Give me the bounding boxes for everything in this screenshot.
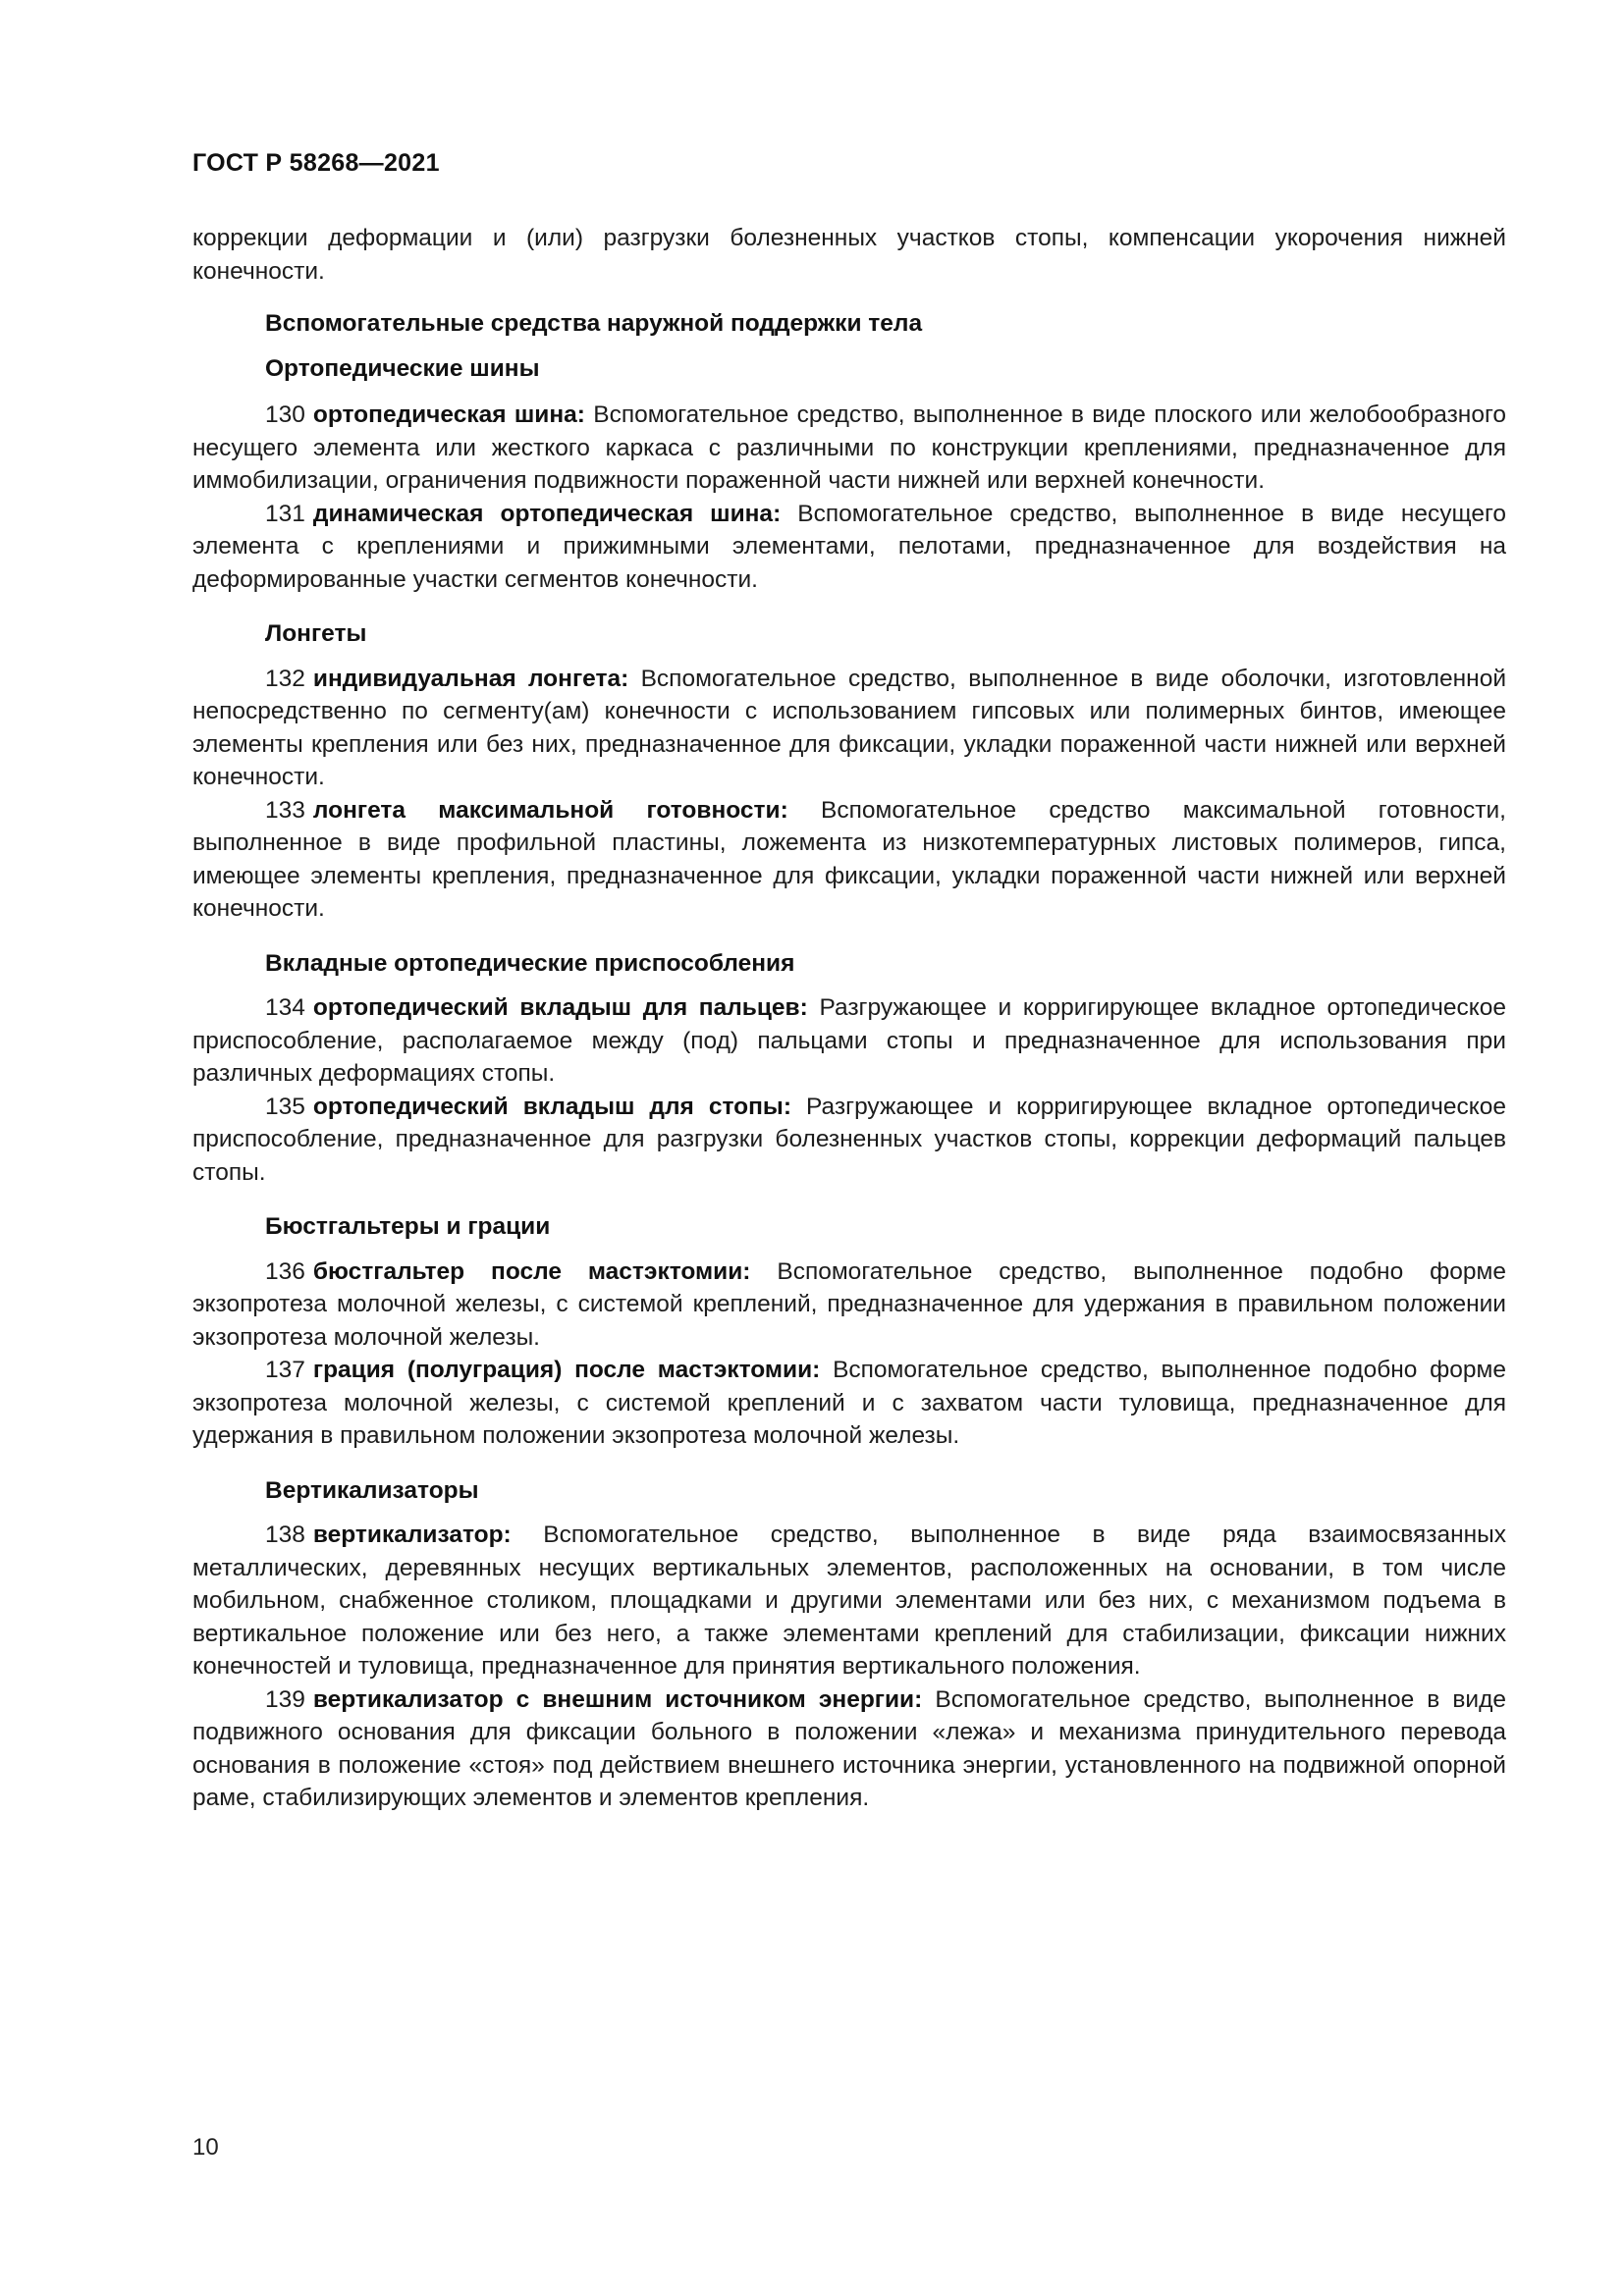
term-definition: Вспомогательное средство, выполненное в виде подвижного основания для фиксации больного в положении «лежа» и механизма принудительного перевода основания в положение «стоя» под действием внешнего источника энергии, установленного на подвижной опорной раме, стабилизирующих элементов и элементов крепления. bbox=[192, 1685, 1506, 1811]
term-number: 131 bbox=[265, 500, 305, 527]
term-number: 139 bbox=[265, 1685, 305, 1713]
term-name: ортопедический вкладыш для стопы: bbox=[312, 1093, 792, 1120]
page-number: 10 bbox=[192, 2134, 219, 2161]
term-entry-130 bbox=[192, 399, 1506, 498]
section-title-longuettes: Лонгеты bbox=[265, 620, 367, 647]
term-name: лонгета максимальной готовности: bbox=[312, 796, 788, 824]
term-name: динамическая ортопедическая шина: bbox=[312, 500, 782, 527]
term-number: 134 bbox=[265, 994, 305, 1021]
term-definition: Вспомогательное средство максимальной готовности, выполненное в виде профильной пластины, ложемента из низкотемпературных листовых полимеров, гипса, имеющее элементы крепления, предназначенное для фиксации, укладки пораженной части нижней или верхней конечности. bbox=[192, 796, 1506, 922]
term-definition: Вспомогательное средство, выполненное в виде оболочки, изготовленной непосредственно по сегменту(ам) конечности с использованием гипсовых или полимерных бинтов, имеющее элементы крепления или без них, предназначенное для фиксации, укладки пораженной части нижней или верхней конечности. bbox=[192, 665, 1507, 790]
section-title-verticalizers: Вертикализаторы bbox=[265, 1476, 479, 1504]
section-title-orthopedic-inserts: Вкладные ортопедические приспособления bbox=[265, 949, 795, 977]
term-entry-135 bbox=[192, 1091, 1506, 1190]
term-name: вертикализатор: bbox=[312, 1522, 512, 1548]
term-definition: Вспомогательное средство, выполненное подобно форме экзопротеза молочной железы, с системой креплений, предназначенное для удержания в правильном положении экзопротеза молочной железы. bbox=[192, 1257, 1506, 1351]
intro-paragraph: коррекции деформации и (или) разгрузки болезненных участков стопы, компенсации укорочения нижней конечности. bbox=[192, 225, 1506, 285]
term-entry-134 bbox=[192, 991, 1506, 1091]
term-name: вертикализатор с внешним источником энергии: bbox=[312, 1685, 923, 1713]
document-header: ГОСТ Р 58268—2021 bbox=[192, 149, 440, 177]
term-number: 136 bbox=[265, 1257, 305, 1285]
term-entry-131 bbox=[192, 498, 1506, 597]
term-definition: Вспомогательное средство, выполненное подобно форме экзопротеза молочной железы, с системой креплений и с захватом части туловища, предназначенное для удержания в правильном положении экзопротеза молочной железы. bbox=[192, 1357, 1507, 1449]
term-entry-132 bbox=[192, 663, 1506, 794]
term-definition: Разгружающее и корригирующее вкладное ортопедическое приспособление, располагаемое между (под) пальцами стопы и предназначенное для использования при различных деформациях стопы. bbox=[192, 994, 1506, 1087]
section-title-orthopedic-splints: Ортопедические шины bbox=[265, 354, 540, 382]
document-body bbox=[192, 222, 1506, 1815]
term-entry-137 bbox=[192, 1354, 1506, 1453]
term-name: бюстгальтер после мастэктомии: bbox=[312, 1257, 751, 1285]
term-number: 138 bbox=[265, 1522, 305, 1548]
term-number: 135 bbox=[265, 1093, 305, 1120]
term-entry-133 bbox=[192, 794, 1506, 926]
term-number: 137 bbox=[265, 1357, 305, 1383]
term-entry-139 bbox=[192, 1683, 1506, 1815]
term-number: 130 bbox=[265, 401, 305, 428]
term-name: грация (полуграция) после мастэктомии: bbox=[312, 1357, 821, 1383]
term-definition: Разгружающее и корригирующее вкладное ортопедическое приспособление, предназначенное для разгрузки болезненных участков стопы, коррекции деформаций пальцев стопы. bbox=[192, 1093, 1506, 1186]
term-definition: Вспомогательное средство, выполненное в виде плоского или желобообразного несущего элемента или жесткого каркаса с различными по конструкции креплениями, предназначенное для иммобилизации, ограничения подвижности пораженной части нижней или верхней конечности. bbox=[192, 401, 1506, 494]
term-definition: Вспомогательное средство, выполненное в виде ряда взаимосвязанных металлических, деревянных несущих вертикальных элементов, расположенных на основании, в том числе мобильном, снабженное столиком, площадками и другими элементами или без них, с механизмом подъема в вертикальное положение или без него, а также элементами креплений для стабилизации, фиксации нижних конечностей и туловища, предназначенное для принятия вертикального положения. bbox=[192, 1522, 1507, 1680]
term-number: 132 bbox=[265, 665, 305, 692]
term-entry-138 bbox=[192, 1519, 1506, 1683]
term-name: индивидуальная лонгета: bbox=[312, 665, 629, 692]
term-name: ортопедическая шина: bbox=[312, 401, 585, 428]
term-number: 133 bbox=[265, 796, 305, 824]
term-name: ортопедический вкладыш для пальцев: bbox=[312, 994, 808, 1021]
section-title-external-support: Вспомогательные средства наружной поддержки тела bbox=[265, 310, 923, 337]
section-title-bras-and-corsets: Бюстгальтеры и грации bbox=[265, 1213, 551, 1240]
term-definition: Вспомогательное средство, выполненное в виде несущего элемента с креплениями и прижимными элементами, пелотами, предназначенное для воздействия на деформированные участки сегментов конечности. bbox=[192, 500, 1507, 593]
term-entry-136 bbox=[192, 1255, 1506, 1355]
